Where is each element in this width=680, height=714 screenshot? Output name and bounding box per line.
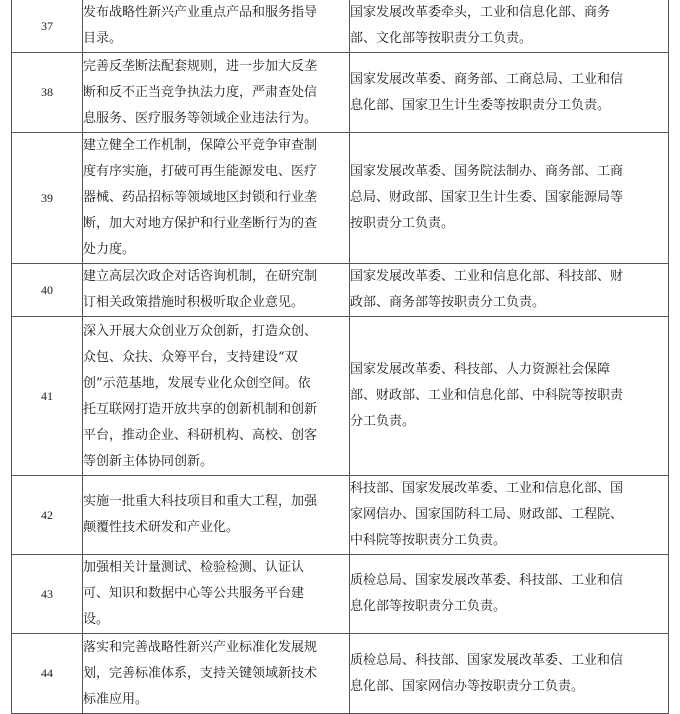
row-number: 40 xyxy=(12,264,83,317)
responsible-departments-line: 科技部、国家发展改革委、工业和信息化部、国 xyxy=(350,481,624,496)
row-number: 41 xyxy=(12,317,83,476)
responsible-departments-line: 质检总局、科技部、国家发展改革委、工业和信 xyxy=(350,652,624,668)
table-row xyxy=(12,476,669,555)
row-number: 44 xyxy=(12,634,83,714)
task-description-line: 发布战略性新兴产业重点产品和服务指导 xyxy=(83,5,318,20)
responsible-departments-line: 中科院等按职责分工负责。 xyxy=(350,533,507,548)
row-number: 38 xyxy=(12,53,83,133)
table-row xyxy=(12,264,669,317)
task-description-line: 可、知识和数据中心等公共服务平台建 xyxy=(83,586,305,601)
task-description-line: 建立健全工作机制，保障公平竞争审查制 xyxy=(83,138,318,153)
row-number: 37 xyxy=(12,0,83,53)
responsible-departments-line: 质检总局、国家发展改革委、科技部、工业和信 xyxy=(350,573,624,588)
responsible-departments-cell xyxy=(350,53,669,133)
responsible-departments-line: 息化部等按职责分工负责。 xyxy=(350,599,507,614)
task-description-cell xyxy=(83,555,350,634)
task-description-line: 加强相关计量测试、检验检测、认证认 xyxy=(83,560,305,575)
task-description-line: 等创新主体协同创新。 xyxy=(83,454,214,469)
task-description-line: 订相关政策措施时积极听取企业意见。 xyxy=(83,295,305,310)
table-row xyxy=(12,0,669,53)
task-description-line: 落实和完善战略性新兴产业标准化发展规 xyxy=(83,639,318,655)
responsible-departments-cell xyxy=(350,317,669,476)
task-description-cell xyxy=(83,133,350,264)
responsible-departments-cell xyxy=(350,0,669,53)
task-description-line: 众包、众扶、众筹平台，支持建设“双 xyxy=(83,350,298,365)
responsible-departments-line: 总局、财政部、国家卫生计生委、国家能源局等 xyxy=(350,190,624,205)
task-description-line: 平台，推动企业、科研机构、高校、创客 xyxy=(83,428,318,443)
task-description-line: 完善反垄断法配套规则，进一步加大反垄 xyxy=(83,58,318,74)
policy-task-table xyxy=(11,0,669,714)
responsible-departments-line: 息化部、国家卫生计生委等按职责分工负责。 xyxy=(350,97,611,113)
task-description-cell xyxy=(83,476,350,555)
responsible-departments-cell xyxy=(350,634,669,714)
table-row xyxy=(12,53,669,133)
task-description-cell xyxy=(83,264,350,317)
responsible-departments-cell xyxy=(350,264,669,317)
task-description-cell xyxy=(83,317,350,476)
responsible-departments-line: 分工负责。 xyxy=(350,414,416,429)
responsible-departments-line: 家网信办、国家国防科工局、财政部、工程院、 xyxy=(350,507,624,522)
task-description-line: 创”示范基地，发展专业化众创空间。依 xyxy=(83,376,311,391)
responsible-departments-line: 息化部、国家网信办等按职责分工负责。 xyxy=(350,678,585,694)
table-row xyxy=(12,555,669,634)
task-description-line: 建立高层次政企对话咨询机制，在研究制 xyxy=(83,269,318,284)
responsible-departments-cell xyxy=(350,133,669,264)
task-description-cell xyxy=(83,53,350,133)
table-row xyxy=(12,317,669,476)
responsible-departments-line: 国家发展改革委、国务院法制办、商务部、工商 xyxy=(350,164,624,179)
task-description-cell xyxy=(83,0,350,53)
responsible-departments-line: 国家发展改革委、工业和信息化部、科技部、财 xyxy=(350,269,624,284)
task-description-line: 划，完善标准体系，支持关键领域新技术 xyxy=(83,665,318,681)
task-description-line: 断和反不正当竞争执法力度，严肃查处信 xyxy=(83,84,318,100)
task-description-line: 标准应用。 xyxy=(83,691,149,707)
row-number: 39 xyxy=(12,133,83,264)
responsible-departments-line: 部、文化部等按职责分工负责。 xyxy=(350,31,533,46)
task-description-line: 颠覆性技术研发和产业化。 xyxy=(83,520,240,535)
task-description-line: 处力度。 xyxy=(83,242,136,257)
task-description-line: 托互联网打造开放共享的创新机制和创新 xyxy=(83,402,318,417)
task-description-cell xyxy=(83,634,350,714)
responsible-departments-cell xyxy=(350,555,669,634)
task-description-line: 深入开展大众创业万众创新，打造众创、 xyxy=(83,324,318,339)
task-description-line: 目录。 xyxy=(83,31,123,46)
row-number: 43 xyxy=(12,555,83,634)
responsible-departments-line: 国家发展改革委牵头，工业和信息化部、商务 xyxy=(350,5,611,20)
task-description-line: 实施一批重大科技项目和重大工程，加强 xyxy=(83,494,318,509)
table-body xyxy=(12,0,669,714)
responsible-departments-line: 国家发展改革委、商务部、工商总局、工业和信 xyxy=(350,71,624,87)
task-description-line: 器械、药品招标等领域地区封锁和行业垄 xyxy=(83,190,318,205)
task-description-line: 设。 xyxy=(83,612,110,627)
responsible-departments-line: 部、财政部、工业和信息化部、中科院等按职责 xyxy=(350,388,624,403)
responsible-departments-line: 国家发展改革委、科技部、人力资源社会保障 xyxy=(350,362,611,377)
responsible-departments-cell xyxy=(350,476,669,555)
task-description-line: 息服务、医疗服务等领域企业违法行为。 xyxy=(83,110,318,126)
responsible-departments-line: 按职责分工负责。 xyxy=(350,216,455,231)
task-description-line: 度有序实施，打破可再生能源发电、医疗 xyxy=(83,164,318,179)
responsible-departments-line: 政部、商务部等按职责分工负责。 xyxy=(350,295,546,310)
table-row xyxy=(12,133,669,264)
task-description-line: 断，加大对地方保护和行业垄断行为的查 xyxy=(83,216,318,231)
row-number: 42 xyxy=(12,476,83,555)
table-row xyxy=(12,634,669,714)
